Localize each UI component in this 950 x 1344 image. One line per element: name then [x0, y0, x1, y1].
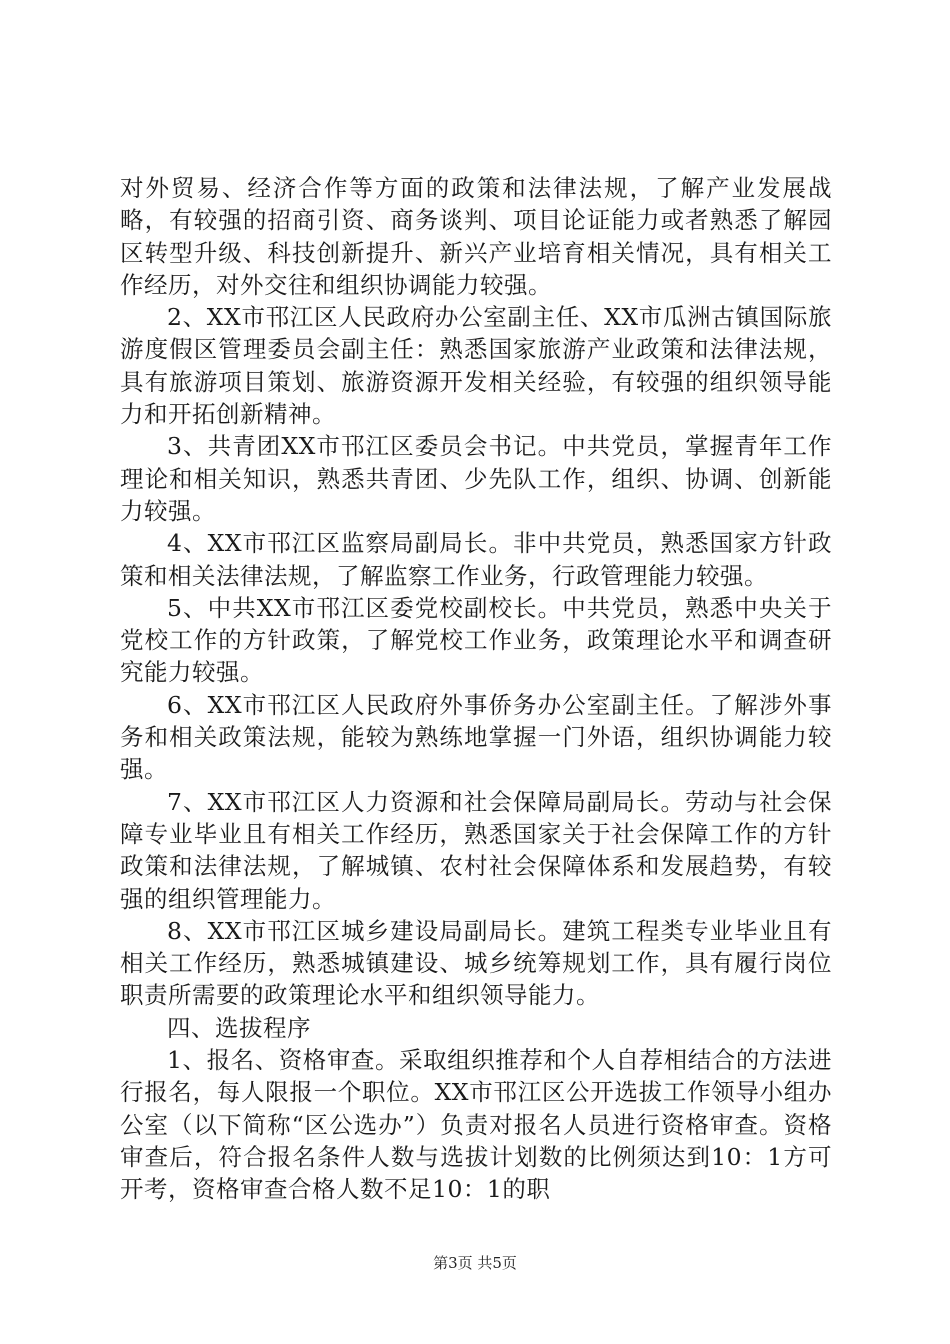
paragraph-4: 4、XX市邗江区监察局副局长。非中共党员，熟悉国家方针政策和相关法律法规，了解监察工作业务，行政管理能力较强。	[120, 529, 832, 590]
paragraph-1: 对外贸易、经济合作等方面的政策和法律法规，了解产业发展战略，有较强的招商引资、商务谈判、项目论证能力或者熟悉了解园区转型升级、科技创新提升、新兴产业培育相关情况，具有相关工作经历，对外交往和组织协调能力较强。	[120, 174, 832, 299]
paragraph-10: 1、报名、资格审查。采取组织推荐和个人自荐相结合的方法进行报名，每人限报一个职位。XX市邗江区公开选拔工作领导小组办公室（以下简称“区公选办”）负责对报名人员进行资格审查。资格审查后，符合报名条件人数与选拔计划数的比例须达到10：1方可开考，资格审查合格人数不足10：1的职	[120, 1046, 832, 1204]
paragraph-6: 6、XX市邗江区人民政府外事侨务办公室副主任。了解涉外事务和相关政策法规，能较为熟练地掌握一门外语，组织协调能力较强。	[120, 690, 832, 784]
document-body	[120, 172, 832, 1206]
paragraph-7: 7、XX市邗江区人力资源和社会保障局副局长。劳动与社会保障专业毕业且有相关工作经历，熟悉国家关于社会保障工作的方针政策和法律法规，了解城镇、农村社会保障体系和发展趋势，有较强的组织管理能力。	[120, 787, 832, 913]
page-footer	[0, 1252, 950, 1273]
paragraph-8: 8、XX市邗江区城乡建设局副局长。建筑工程类专业毕业且有相关工作经历，熟悉城镇建设、城乡统筹规划工作，具有履行岗位职责所需要的政策理论水平和组织领导能力。	[120, 916, 832, 1010]
paragraph-2: 2、XX市邗江区人民政府办公室副主任、XX市瓜洲古镇国际旅游度假区管理委员会副主任：熟悉国家旅游产业政策和法律法规，具有旅游项目策划、旅游资源开发相关经验，有较强的组织领导能力和开拓创新精神。	[120, 303, 832, 429]
paragraph-3: 3、共青团XX市邗江区委员会书记。中共党员，掌握青年工作理论和相关知识，熟悉共青团、少先队工作，组织、协调、创新能力较强。	[120, 432, 832, 525]
page-number: 第3页 共5页	[433, 1254, 517, 1272]
paragraph-5: 5、中共XX市邗江区委党校副校长。中共党员，熟悉中央关于党校工作的方针政策，了解党校工作业务，政策理论水平和调查研究能力较强。	[120, 593, 832, 687]
section-heading: 四、选拔程序	[167, 1013, 311, 1042]
